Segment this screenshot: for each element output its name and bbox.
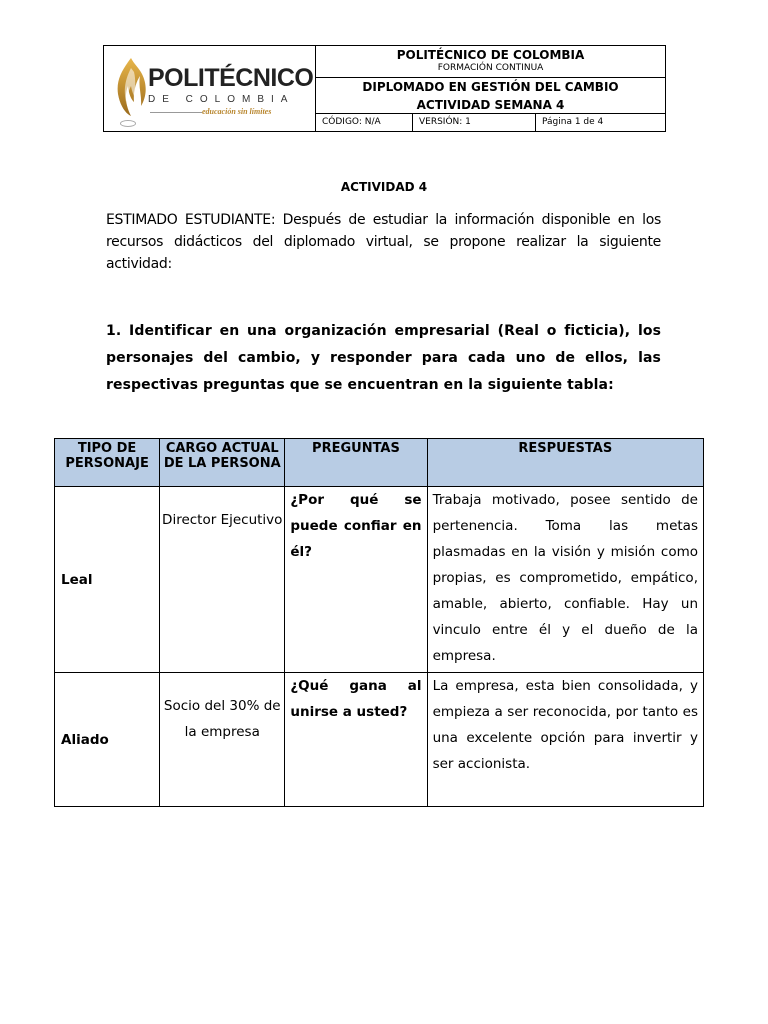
version-cell: VERSIÓN: 1 [413, 114, 536, 131]
respuesta-cell: La empresa, esta bien consolidada, y empieza a ser reconocida, por tanto es una excelente opción para invertir y ser accionista. [427, 673, 703, 807]
pregunta-cell: ¿Qué gana al unirse a usted? [285, 673, 427, 807]
header-preguntas: PREGUNTAS [285, 439, 427, 487]
cargo-cell: Director Ejecutivo [160, 487, 285, 673]
seal-icon [120, 120, 136, 127]
tipo-cell: Leal [55, 487, 160, 673]
header-respuestas: RESPUESTAS [427, 439, 703, 487]
activity-week: ACTIVIDAD SEMANA 4 [416, 98, 565, 112]
diploma-cell [316, 78, 665, 114]
flame-logo-icon [114, 56, 148, 118]
diploma-title: DIPLOMADO EN GESTIÓN DEL CAMBIO [362, 80, 619, 94]
table-header-row [55, 439, 704, 487]
intro-paragraph: ESTIMADO ESTUDIANTE: Después de estudiar la información disponible en los recursos didácticos del diplomado virtual, se propone realizar la siguiente actividad: [106, 212, 661, 272]
page-title: ACTIVIDAD 4 [340, 180, 428, 194]
page-cell: Página 1 de 4 [542, 117, 604, 127]
institution-cell [316, 46, 665, 78]
characters-table [54, 438, 704, 807]
code-cell: CÓDIGO: N/A [316, 114, 413, 131]
meta-row [316, 114, 665, 131]
logo-tagline: educación sin límites [202, 107, 272, 116]
table-row [55, 673, 704, 807]
question-1: 1. Identificar en una organización empresarial (Real o ficticia), los personajes del cambio, y responder para cada uno de ellos, las respectivas preguntas que se encuentran en la siguiente tabla: [106, 323, 661, 393]
table-row [55, 487, 704, 673]
pregunta-cell: ¿Por qué se puede confiar en él? [285, 487, 427, 673]
unit-name: FORMACIÓN CONTINUA [437, 63, 544, 73]
cargo-cell: Socio del 30% de la empresa [160, 673, 285, 807]
tipo-cell: Aliado [55, 673, 160, 807]
header-tipo: TIPO DE PERSONAJE [55, 439, 160, 487]
logo-wordmark: POLITÉCNICO [148, 64, 314, 92]
header-cargo: CARGO ACTUAL DE LA PERSONA [160, 439, 285, 487]
institution-name: POLITÉCNICO DE COLOMBIA [396, 48, 585, 62]
logo-subtitle: DE COLOMBIA [148, 94, 295, 105]
institution-logo [104, 46, 316, 131]
document-header [103, 45, 666, 132]
logo-rule [150, 112, 202, 113]
respuesta-cell: Trabaja motivado, posee sentido de pertenencia. Toma las metas plasmadas en la visión y misión como propias, es comprometido, empático, amable, abierto, confiable. Hay un vinculo entre él y el dueño de la empresa. [427, 487, 703, 673]
